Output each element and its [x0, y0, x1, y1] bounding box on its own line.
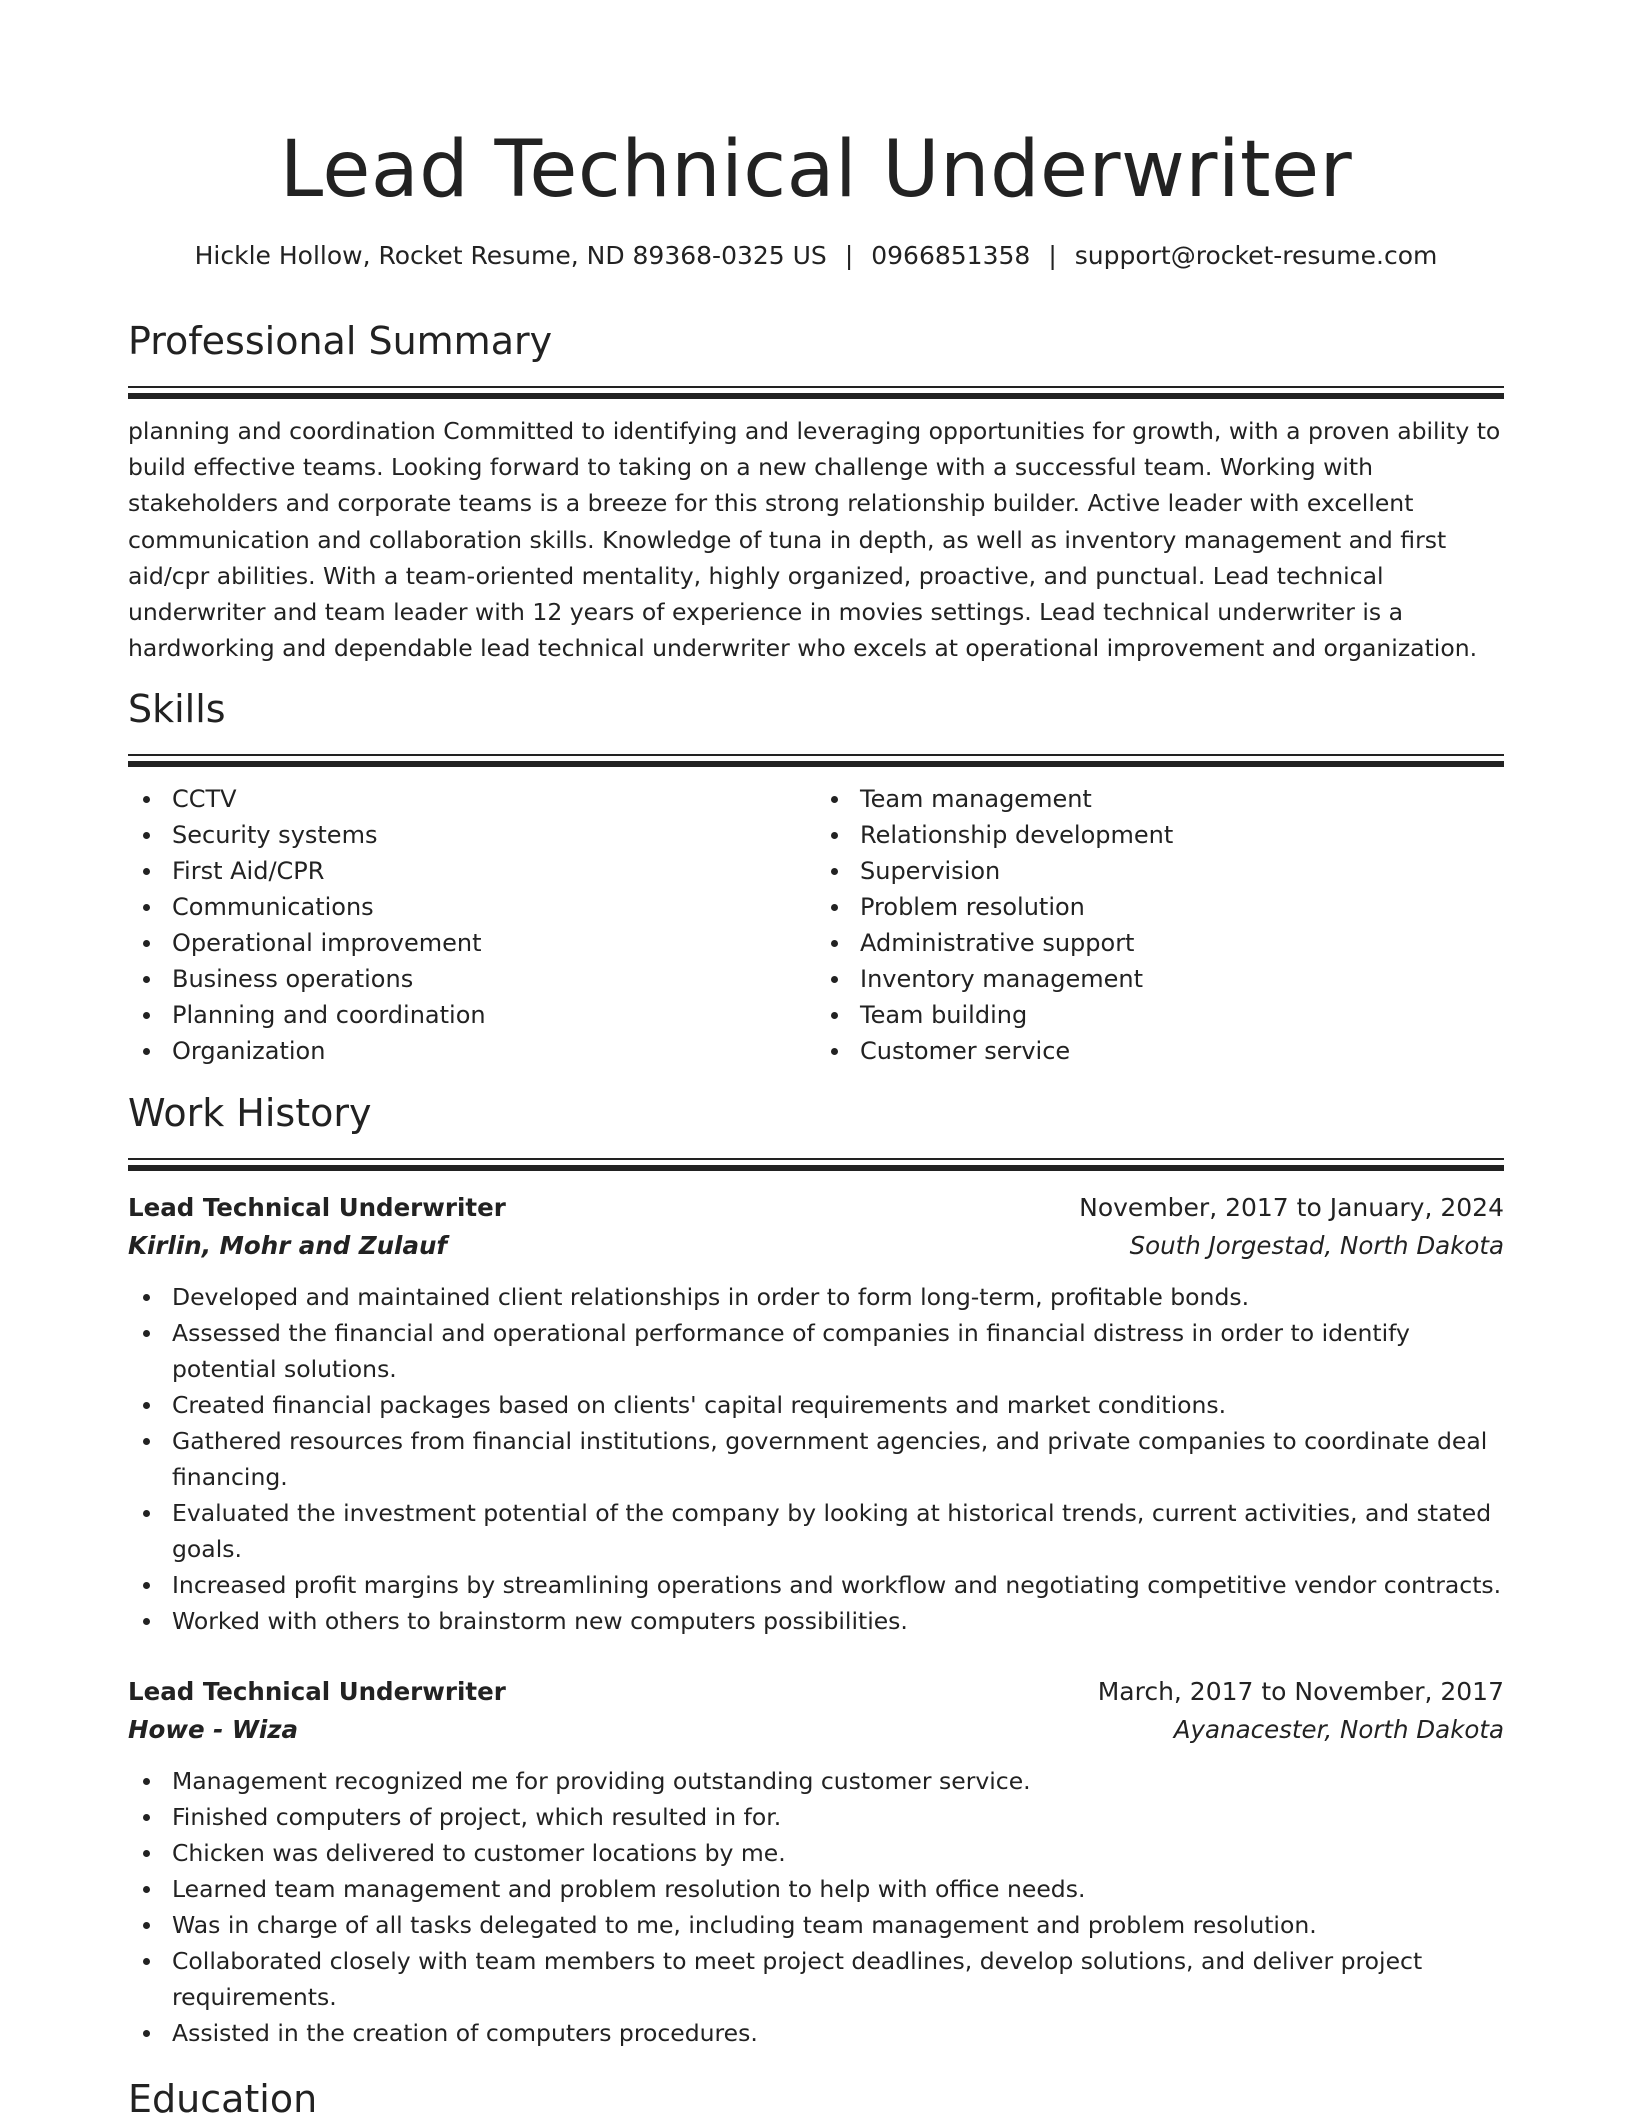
job-header-row: [128, 1189, 1504, 1227]
contact-email: support@rocket-resume.com: [1074, 241, 1438, 270]
skills-columns: [128, 781, 1504, 1069]
contact-line: [128, 236, 1504, 276]
contact-address: Hickle Hollow, Rocket Resume, ND 89368-0325 US: [194, 241, 827, 270]
section-heading-summary: Professional Summary: [128, 319, 553, 363]
job-dates: March, 2017 to November, 2017: [1097, 1677, 1504, 1706]
skills-list-left: [128, 781, 816, 1069]
job-company-row: [128, 1227, 1504, 1265]
section-heading-education: Education: [128, 2077, 318, 2121]
job-header-row: [128, 1673, 1504, 1711]
job-bullet: Gathered resources from financial institutions, government agencies, and private companies to coordinate deal financing.: [172, 1423, 1504, 1495]
contact-separator: |: [844, 241, 854, 270]
job-title: Lead Technical Underwriter: [128, 1193, 506, 1222]
skill-item: Customer service: [860, 1033, 1504, 1069]
job-company: Kirlin, Mohr and Zulauf: [128, 1231, 448, 1260]
job-bullets: [128, 1279, 1504, 1639]
job-location: South Jorgestad, North Dakota: [1129, 1231, 1504, 1260]
job-bullet: Collaborated closely with team members to meet project deadlines, develop solutions, and deliver project requirements.: [172, 1943, 1504, 2015]
job-bullet: Finished computers of project, which resulted in for.: [172, 1799, 1504, 1835]
job-bullet: Evaluated the investment potential of the company by looking at historical trends, current activities, and stated goals.: [172, 1495, 1504, 1567]
skill-item: Security systems: [172, 817, 816, 853]
job-bullet: Management recognized me for providing outstanding customer service.: [172, 1763, 1504, 1799]
job-bullets: [128, 1763, 1504, 2051]
job-bullet: Was in charge of all tasks delegated to me, including team management and problem resolution.: [172, 1907, 1504, 1943]
skills-list-right: [816, 781, 1504, 1069]
job-company: Howe - Wiza: [128, 1715, 299, 1744]
skill-item: Operational improvement: [172, 925, 816, 961]
section-rule: [128, 754, 1504, 756]
summary-text: planning and coordination Committed to identifying and leveraging opportunities for growth, with a proven ability to build effective teams. Looking forward to taking on a new challenge with a successful team. Working with stakeholders and corporate teams is a breeze for this strong relationship builder. Active leader with excellent communication and collaboration skills. Knowledge of tuna in depth, as well as inventory management and first aid/cpr abilities. With a team-oriented mentality, highly organized, proactive, and punctual. Lead technical underwriter and team leader with 12 years of experience in movies settings. Lead technical underwriter is a hardworking and dependable lead technical underwriter who excels at operational improvement and organization.: [128, 417, 1501, 663]
work-history-section: [128, 1088, 1504, 2051]
skill-item: Relationship development: [860, 817, 1504, 853]
skill-item: Problem resolution: [860, 889, 1504, 925]
job-dates: November, 2017 to January, 2024: [1079, 1193, 1504, 1222]
skill-item: Business operations: [172, 961, 816, 997]
skill-item: Team building: [860, 997, 1504, 1033]
section-heading-work-history: Work History: [128, 1091, 372, 1135]
section-rule: [128, 761, 1504, 767]
job-entry: [128, 1189, 1504, 1639]
skill-item: Administrative support: [860, 925, 1504, 961]
job-title: Lead Technical Underwriter: [128, 1677, 506, 1706]
summary-section: [128, 316, 1504, 666]
job-bullet: Created financial packages based on clients' capital requirements and market conditions.: [172, 1387, 1504, 1423]
skill-item: Supervision: [860, 853, 1504, 889]
contact-separator: |: [1048, 241, 1057, 270]
skill-item: Planning and coordination: [172, 997, 816, 1033]
resume-title: Lead Technical Underwriter: [279, 125, 1353, 215]
job-bullet: Assisted in the creation of computers procedures.: [172, 2015, 1504, 2051]
job-bullet: Chicken was delivered to customer locations by me.: [172, 1835, 1504, 1871]
job-bullet: Learned team management and problem resolution to help with office needs.: [172, 1871, 1504, 1907]
job-location: Ayanacester, North Dakota: [1173, 1715, 1504, 1744]
job-bullet: Worked with others to brainstorm new computers possibilities.: [172, 1603, 1504, 1639]
section-rule: [128, 1165, 1504, 1171]
skill-item: Inventory management: [860, 961, 1504, 997]
skill-item: Communications: [172, 889, 816, 925]
job-bullet: Increased profit margins by streamlining operations and workflow and negotiating competitive vendor contracts.: [172, 1567, 1504, 1603]
job-bullet: Assessed the financial and operational performance of companies in financial distress in order to identify potential solutions.: [172, 1315, 1504, 1387]
skills-section: [128, 684, 1504, 1069]
skill-item: Organization: [172, 1033, 816, 1069]
job-bullet: Developed and maintained client relationships in order to form long-term, profitable bonds.: [172, 1279, 1504, 1315]
section-rule: [128, 393, 1504, 399]
section-rule: [128, 1158, 1504, 1160]
skill-item: Team management: [860, 781, 1504, 817]
job-entry: [128, 1673, 1504, 2051]
section-rule: [128, 386, 1504, 388]
contact-phone: 0966851358: [871, 241, 1031, 270]
skill-item: First Aid/CPR: [172, 853, 816, 889]
section-heading-skills: Skills: [128, 687, 226, 731]
job-company-row: [128, 1711, 1504, 1749]
skill-item: CCTV: [172, 781, 816, 817]
